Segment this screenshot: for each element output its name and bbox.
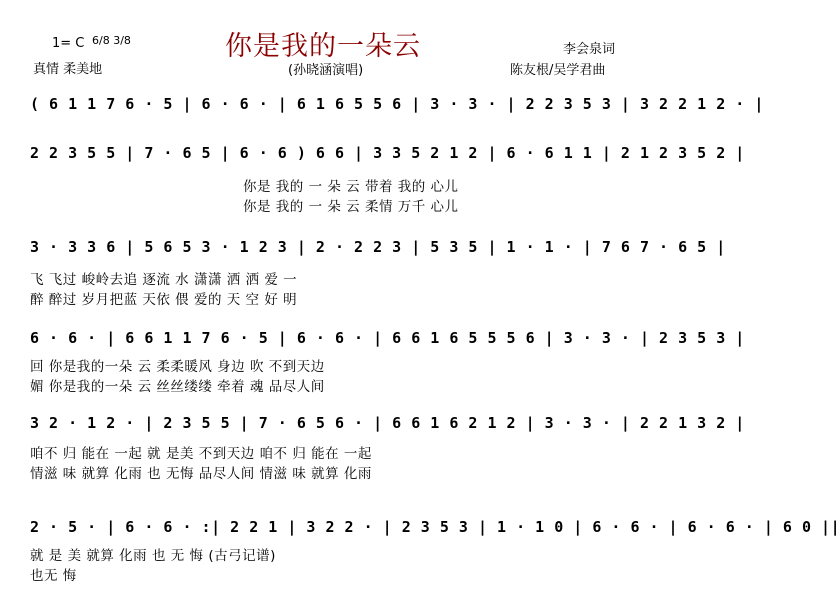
singer-credit: (孙晓涵演唱) (288, 63, 364, 78)
song-title: 你是我的一朵云 (225, 31, 421, 62)
lyrics-row-2-verse-2: 你是 我的 一 朵 云 柔情 万千 心儿 (243, 199, 459, 215)
lyrics-row-3-verse-2: 醉 醉过 岁月把蓝 天依 偎 爱的 天 空 好 明 (30, 292, 298, 308)
lyrics-row-6-verse-1: 就 是 美 就算 化雨 也 无 悔 (古弓记谱) (30, 548, 276, 564)
lyrics-row-2-verse-1: 你是 我的 一 朵 云 带着 我的 心儿 (243, 179, 459, 195)
time-signature: 6/8 3/8 (92, 34, 131, 47)
key-signature: 1= C (52, 36, 85, 51)
notation-row-5: 3 2 · 1 2 · | 2 3 5 5 | 7 · 6 5 6 · | 6 6 1 6 2 1 2 | 3 · 3 · | 2 2 1 3 2 | (30, 414, 745, 432)
notation-row-1: ( 6 1 1 7 6 · 5 | 6 · 6 · | 6 1 6 5 5 6 | 3 · 3 · | 2 2 3 5 3 | 3 2 2 1 2 · | (30, 95, 764, 113)
notation-row-2: 2 2 3 5 5 | 7 · 6 5 | 6 · 6 ) 6 6 | 3 3 5 2 1 2 | 6 · 6 1 1 | 2 1 2 3 5 2 | (30, 144, 745, 162)
lyrics-row-4-verse-2: 媚 你是我的一朵 云 丝丝缕缕 牵着 魂 品尽人间 (30, 379, 325, 395)
tempo-marking: 真情 柔美地 (33, 62, 103, 77)
lyrics-row-6-verse-2: 也无 悔 (30, 568, 77, 584)
composer-credit: 陈友根/吴学君曲 (510, 63, 606, 78)
notation-row-6: 2 · 5 · | 6 · 6 · :| 2 2 1 | 3 2 2 · | 2 3 5 3 | 1 · 1 0 | 6 · 6 · | 6 · 6 · | 6 0 || (30, 518, 840, 536)
notation-row-3: 3 · 3 3 6 | 5 6 5 3 · 1 2 3 | 2 · 2 2 3 | 5 3 5 | 1 · 1 · | 7 6 7 · 6 5 | (30, 238, 726, 256)
notation-row-4: 6 · 6 · | 6 6 1 1 7 6 · 5 | 6 · 6 · | 6 6 1 6 5 5 5 6 | 3 · 3 · | 2 3 5 3 | (30, 329, 745, 347)
lyricist-credit: 李会泉词 (563, 42, 616, 57)
lyrics-row-3-verse-1: 飞 飞过 峻岭去追 逐流 水 潇潇 洒 洒 爱 一 (30, 272, 298, 288)
lyrics-row-4-verse-1: 回 你是我的一朵 云 柔柔暖风 身边 吹 不到天边 (30, 359, 325, 375)
lyrics-row-5-verse-2: 情滋 味 就算 化雨 也 无悔 品尽人间 情滋 味 就算 化雨 (30, 466, 372, 482)
lyrics-row-5-verse-1: 咱不 归 能在 一起 就 是美 不到天边 咱不 归 能在 一起 (30, 446, 372, 462)
